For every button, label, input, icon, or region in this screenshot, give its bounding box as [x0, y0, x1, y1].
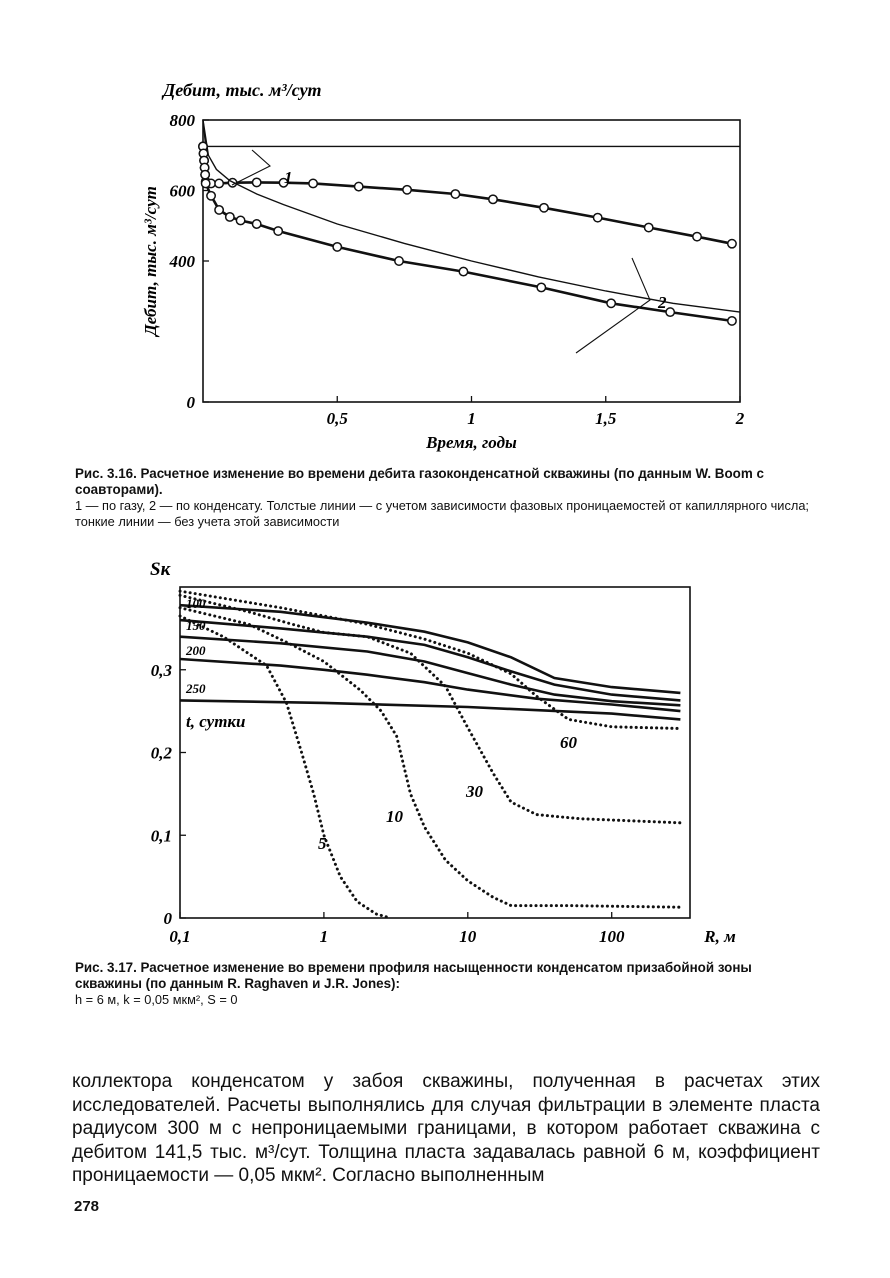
figure-caption-3-17: [75, 960, 820, 1008]
x-tick-label: 0,5: [326, 409, 348, 428]
y-tick-label: 0: [163, 909, 172, 928]
data-point-marker: [253, 220, 261, 228]
caption-title: Рис. 3.17. Расчетное изменение во времени профиля насыщенности конденсатом призабойной зоны скважины (по данным R. Raghaven и J.R. Jones):: [75, 960, 752, 991]
data-point-marker: [451, 190, 459, 198]
data-point-marker: [459, 267, 467, 275]
series-label: 30: [466, 782, 483, 801]
body-paragraph: коллектора конденсатом у забоя скважины, полученная в расчетах этих исследователей. Расчеты выполнялись для случая фильтрации в элементе пласта радиусом 300 м с непроницаемыми границами, в котором работает скважина с дебитом 141,5 тыс. м³/сут. Толщина пласта задавалась равной 6 м, коэффициент проницаемости — 0,05 мкм². Согласно выполненным: [72, 1071, 820, 1187]
dotted-series-line: [180, 608, 680, 908]
data-point-marker: [215, 179, 223, 187]
data-point-marker: [201, 170, 209, 178]
data-point-marker: [728, 317, 736, 325]
series-line: [203, 120, 740, 312]
chart-condensate-saturation-profile: [0, 555, 890, 955]
series-label: 5: [318, 834, 327, 853]
caption-note: 1 — по газу, 2 — по конденсату. Толстые линии — с учетом зависимости фазовых проницаемостей от капиллярного числа; тонкие линии — без учета этой зависимости: [75, 498, 809, 529]
y-tick-label: 400: [169, 252, 195, 271]
data-point-marker: [236, 216, 244, 224]
y-axis-label: Дебит, тыс. м³/сут: [141, 186, 160, 336]
data-point-marker: [253, 178, 261, 186]
data-point-marker: [309, 179, 317, 187]
data-point-marker: [395, 257, 403, 265]
x-tick-label: 2: [735, 409, 745, 428]
data-point-marker: [215, 206, 223, 214]
caption-title: Рис. 3.16. Расчетное изменение во времени дебита газоконденсатной скважины (по данным W. Boom с соавторами).: [75, 466, 764, 497]
data-point-marker: [403, 186, 411, 194]
data-point-marker: [226, 213, 234, 221]
data-point-marker: [540, 204, 548, 212]
x-tick-label: 1: [319, 927, 329, 946]
series-label: 150: [186, 618, 206, 633]
dotted-series-line: [180, 591, 680, 728]
top-axis-label: Дебит, тыс. м³/сут: [163, 80, 322, 100]
data-point-marker: [607, 299, 615, 307]
series-label: 10: [386, 807, 403, 826]
data-point-marker: [693, 232, 701, 240]
dotted-series-line: [180, 595, 680, 823]
annotation-leader-1: [232, 150, 270, 185]
series-label: 60: [560, 733, 577, 752]
data-point-marker: [489, 195, 497, 203]
caption-note: h = 6 м, k = 0,05 мкм², S = 0: [75, 992, 238, 1007]
y-tick-label: 600: [169, 181, 195, 201]
y-tick-label: 0,1: [150, 826, 172, 846]
data-point-marker: [537, 283, 545, 291]
data-point-marker: [728, 240, 736, 248]
y-axis-label: Sк: [150, 559, 171, 580]
data-point-marker: [201, 179, 209, 187]
data-point-marker: [274, 227, 282, 235]
data-point-marker: [207, 192, 215, 200]
data-point-marker: [593, 213, 601, 221]
figure-caption-3-16: [75, 466, 820, 530]
x-axis-label: R, м: [704, 927, 736, 946]
annotation-label-1: 1: [284, 168, 293, 187]
annotation-label-2: 2: [658, 293, 667, 312]
x-tick-label: 10: [459, 927, 477, 946]
data-point-marker: [333, 243, 341, 251]
legend-title: t, сутки: [186, 712, 246, 731]
y-tick-label: 0: [186, 393, 195, 412]
x-tick-label: 100: [598, 927, 625, 946]
x-tick-label: 0,1: [169, 927, 191, 946]
series-label: 100: [186, 596, 206, 611]
series-line: [203, 120, 740, 146]
data-point-marker: [355, 182, 363, 190]
series-label: 200: [186, 643, 206, 658]
data-point-marker: [666, 308, 674, 316]
data-point-marker: [645, 223, 653, 231]
x-tick-label: 1: [467, 409, 476, 428]
x-tick-label: 1,5: [595, 409, 617, 428]
y-tick-label: 0,2: [150, 743, 172, 763]
chart-gas-condensate-rate: [0, 60, 890, 452]
x-axis-label: Время, годы: [426, 433, 517, 452]
series-label: 250: [186, 681, 206, 696]
y-tick-label: 800: [169, 111, 195, 130]
plot-frame: [180, 587, 690, 918]
y-tick-label: 0,3: [150, 660, 172, 680]
solid-series-line: [180, 605, 680, 693]
page-number: 278: [74, 1198, 100, 1215]
